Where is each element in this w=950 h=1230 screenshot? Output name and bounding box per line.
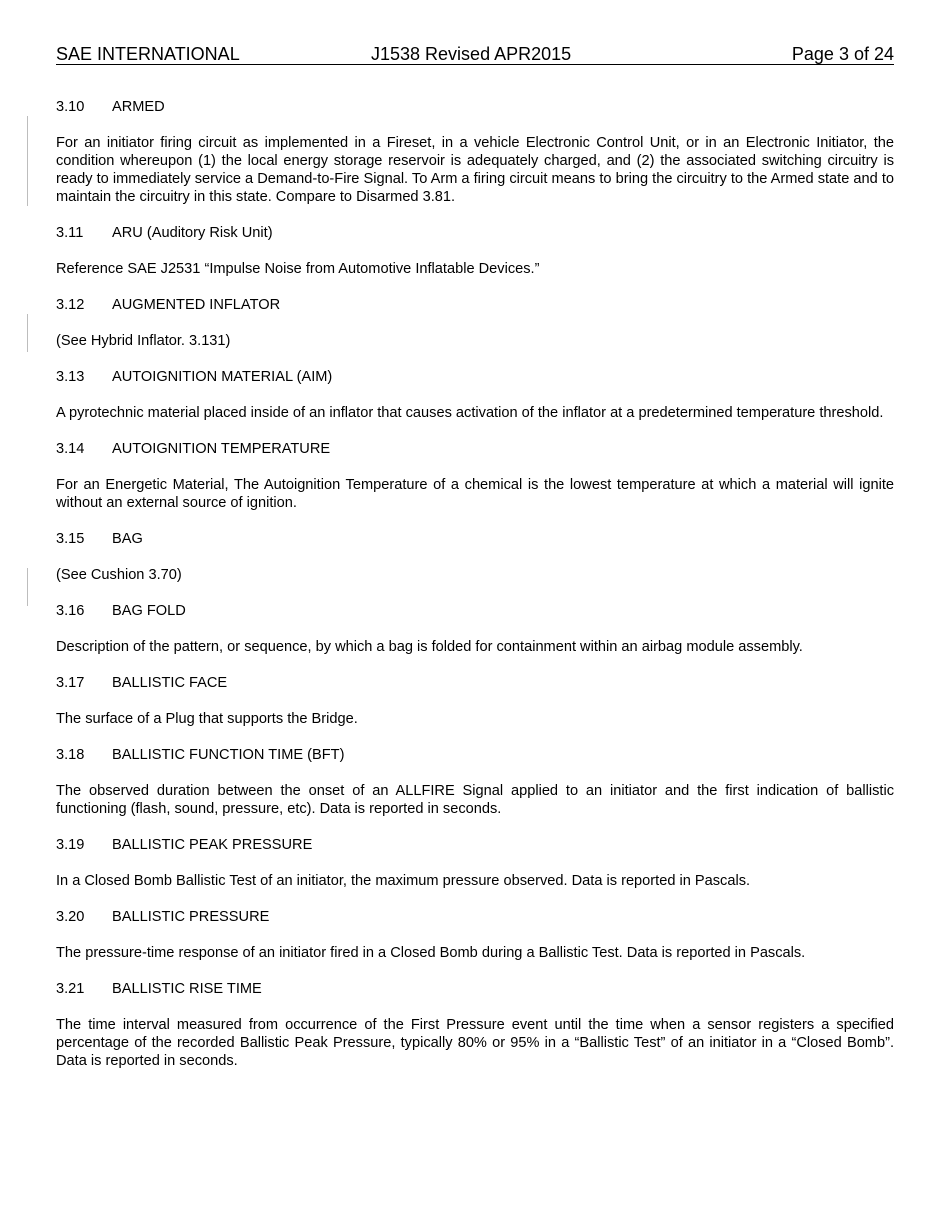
section-heading: [56, 980, 894, 998]
section-number: 3.18: [56, 747, 85, 763]
section-title: BALLISTIC RISE TIME: [112, 981, 262, 997]
section-title: BALLISTIC PEAK PRESSURE: [112, 837, 313, 853]
section-number: 3.15: [56, 531, 85, 547]
section-number: 3.19: [56, 837, 85, 853]
section-body: (See Hybrid Inflator. 3.131): [56, 333, 231, 349]
section-title: AUTOIGNITION MATERIAL (AIM): [112, 369, 333, 385]
document-page: [56, 44, 894, 1088]
section-title: ARMED: [112, 99, 165, 115]
section-heading: [56, 296, 894, 314]
section-body: A pyrotechnic material placed inside of an inflator that causes activation of the inflator at a predetermined temperature threshold.: [56, 405, 884, 421]
section-body: In a Closed Bomb Ballistic Test of an initiator, the maximum pressure observed. Data is reported in Pascals.: [56, 873, 751, 889]
section-heading: [56, 674, 894, 692]
section-heading: [56, 440, 894, 458]
section-body: (See Cushion 3.70): [56, 567, 182, 583]
section-heading: [56, 908, 894, 926]
section-title: BALLISTIC FUNCTION TIME (BFT): [112, 747, 345, 763]
section-heading: [56, 368, 894, 386]
section-body: For an Energetic Material, The Autoignition Temperature of a chemical is the lowest temperature at which a material will ignite without an external source of ignition.: [56, 477, 894, 511]
section-number: 3.11: [56, 225, 84, 241]
section-title: BAG FOLD: [112, 603, 186, 619]
section-body: Description of the pattern, or sequence, by which a bag is folded for containment within an airbag module assembly.: [56, 639, 803, 655]
section-heading: [56, 836, 894, 854]
section-title: ARU (Auditory Risk Unit): [112, 225, 273, 241]
section-number: 3.16: [56, 603, 85, 619]
section-number: 3.20: [56, 909, 85, 925]
section-body: The pressure-time response of an initiator fired in a Closed Bomb during a Ballistic Test. Data is reported in Pascals.: [56, 945, 806, 961]
page-header: [56, 44, 894, 65]
section-number: 3.17: [56, 675, 85, 691]
definitions-list: [56, 98, 894, 1070]
header-page-number: Page 3 of 24: [791, 44, 894, 64]
section-body: Reference SAE J2531 “Impulse Noise from Automotive Inflatable Devices.”: [56, 261, 540, 277]
revision-change-bar: [27, 116, 28, 206]
section-number: 3.12: [56, 297, 85, 313]
section-heading: [56, 602, 894, 620]
section-heading: [56, 98, 894, 116]
section-body: The surface of a Plug that supports the Bridge.: [56, 711, 358, 727]
section-heading: [56, 746, 894, 764]
header-document-id: J1538 Revised APR2015: [371, 44, 572, 64]
section-title: AUTOIGNITION TEMPERATURE: [112, 441, 331, 457]
section-title: BALLISTIC PRESSURE: [112, 909, 270, 925]
section-number: 3.13: [56, 369, 85, 385]
section-body: For an initiator firing circuit as implemented in a Fireset, in a vehicle Electronic Control Unit, or in an Electronic Initiator, the condition whereupon (1) the local energy storage reservoir is adequately charged, and (2) the associated switching circuitry is ready to immediately service a Demand-to-Fire Signal. To Arm a firing circuit means to bring the circuitry to the Armed state and to maintain the circuitry in this state. Compare to Disarmed 3.81.: [56, 135, 894, 205]
section-body: The time interval measured from occurrence of the First Pressure event until the time when a sensor registers a specified percentage of the recorded Ballistic Peak Pressure, typically 80% or 95% in a “Ballistic Test” of an initiator in a “Closed Bomb”. Data is reported in seconds.: [56, 1017, 894, 1069]
section-title: BALLISTIC FACE: [112, 675, 228, 691]
section-title: AUGMENTED INFLATOR: [112, 297, 281, 313]
header-organization: SAE INTERNATIONAL: [56, 44, 240, 64]
section-title: BAG: [112, 531, 143, 547]
section-number: 3.21: [56, 981, 85, 997]
section-number: 3.14: [56, 441, 85, 457]
revision-change-bar: [27, 314, 28, 352]
section-heading: [56, 224, 894, 242]
section-heading: [56, 530, 894, 548]
section-body: The observed duration between the onset of an ALLFIRE Signal applied to an initiator and the first indication of ballistic functioning (flash, sound, pressure, etc). Data is reported in seconds.: [56, 783, 894, 817]
section-number: 3.10: [56, 99, 85, 115]
revision-change-bar: [27, 568, 28, 606]
